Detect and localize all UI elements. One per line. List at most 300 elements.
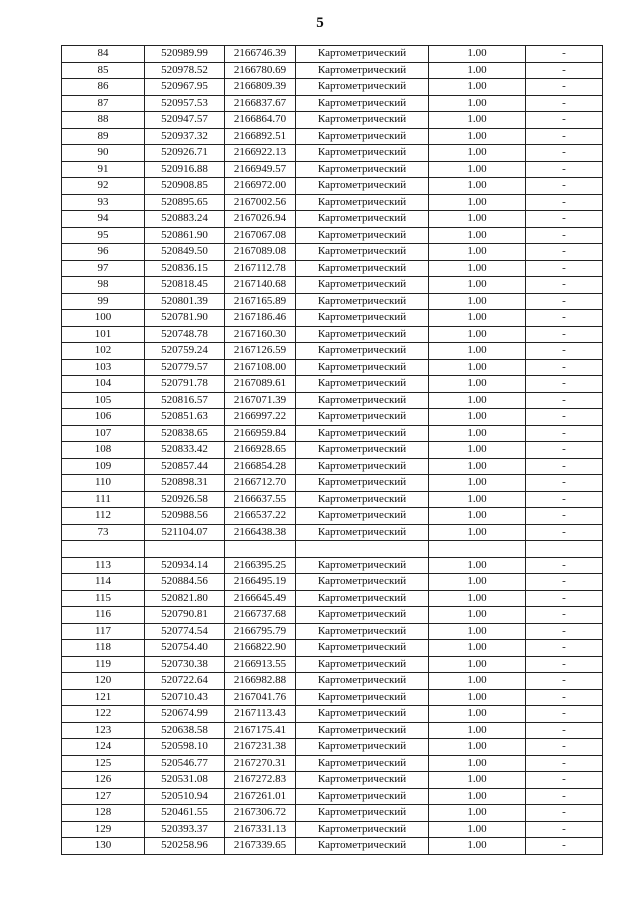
accuracy-cell: 1.00 xyxy=(429,178,526,195)
note-cell: - xyxy=(526,656,603,673)
accuracy-cell: 1.00 xyxy=(429,194,526,211)
accuracy-cell: 1.00 xyxy=(429,376,526,393)
method-cell: Картометрический xyxy=(296,821,429,838)
accuracy-cell: 1.00 xyxy=(429,95,526,112)
accuracy-cell: 1.00 xyxy=(429,788,526,805)
y-coordinate-cell: 2166746.39 xyxy=(225,46,296,63)
method-cell: Картометрический xyxy=(296,788,429,805)
method-cell: Картометрический xyxy=(296,392,429,409)
accuracy-cell: 1.00 xyxy=(429,62,526,79)
method-cell: Картометрический xyxy=(296,805,429,822)
accuracy-cell: 1.00 xyxy=(429,590,526,607)
accuracy-cell: 1.00 xyxy=(429,359,526,376)
x-coordinate-cell: 520898.31 xyxy=(145,475,225,492)
y-coordinate-cell: 2167113.43 xyxy=(225,706,296,723)
accuracy-cell: 1.00 xyxy=(429,260,526,277)
point-number-cell: 87 xyxy=(62,95,145,112)
y-coordinate-cell: 2167108.00 xyxy=(225,359,296,376)
table-row xyxy=(62,343,603,360)
table-row xyxy=(62,442,603,459)
x-coordinate-cell: 520851.63 xyxy=(145,409,225,426)
point-number-cell: 111 xyxy=(62,491,145,508)
y-coordinate-cell: 2166949.57 xyxy=(225,161,296,178)
x-coordinate-cell: 520926.58 xyxy=(145,491,225,508)
table-row xyxy=(62,574,603,591)
table-row xyxy=(62,227,603,244)
y-coordinate-cell: 2167272.83 xyxy=(225,772,296,789)
point-number-cell: 114 xyxy=(62,574,145,591)
point-number-cell: 129 xyxy=(62,821,145,838)
note-cell: - xyxy=(526,838,603,855)
table-row xyxy=(62,739,603,756)
y-coordinate-cell: 2167089.61 xyxy=(225,376,296,393)
y-coordinate-cell: 2166959.84 xyxy=(225,425,296,442)
note-cell: - xyxy=(526,62,603,79)
y-coordinate-cell: 2166913.55 xyxy=(225,656,296,673)
table-row xyxy=(62,821,603,838)
table-row xyxy=(62,689,603,706)
x-coordinate-cell: 520546.77 xyxy=(145,755,225,772)
x-coordinate-cell: 520801.39 xyxy=(145,293,225,310)
point-number-cell: 108 xyxy=(62,442,145,459)
accuracy-cell: 1.00 xyxy=(429,623,526,640)
x-coordinate-cell: 520638.58 xyxy=(145,722,225,739)
accuracy-cell: 1.00 xyxy=(429,409,526,426)
method-cell: Картометрический xyxy=(296,376,429,393)
accuracy-cell: 1.00 xyxy=(429,508,526,525)
method-cell: Картометрический xyxy=(296,640,429,657)
y-coordinate-cell: 2167002.56 xyxy=(225,194,296,211)
x-coordinate-cell: 520816.57 xyxy=(145,392,225,409)
y-coordinate-cell: 2166438.38 xyxy=(225,524,296,541)
point-number-cell: 125 xyxy=(62,755,145,772)
table-row xyxy=(62,425,603,442)
table-row xyxy=(62,541,603,558)
y-coordinate-cell: 2166822.90 xyxy=(225,640,296,657)
method-cell: Картометрический xyxy=(296,557,429,574)
accuracy-cell: 1.00 xyxy=(429,227,526,244)
method-cell: Картометрический xyxy=(296,574,429,591)
note-cell: - xyxy=(526,706,603,723)
x-coordinate-cell: 520833.42 xyxy=(145,442,225,459)
note-cell: - xyxy=(526,128,603,145)
accuracy-cell: 1.00 xyxy=(429,112,526,129)
point-number-cell: 118 xyxy=(62,640,145,657)
point-number-cell: 122 xyxy=(62,706,145,723)
x-coordinate-cell: 520722.64 xyxy=(145,673,225,690)
table-row xyxy=(62,145,603,162)
table-row xyxy=(62,277,603,294)
note-cell: - xyxy=(526,178,603,195)
accuracy-cell: 1.00 xyxy=(429,491,526,508)
method-cell: Картометрический xyxy=(296,673,429,690)
note-cell: - xyxy=(526,739,603,756)
y-coordinate-cell: 2167331.13 xyxy=(225,821,296,838)
table-row xyxy=(62,508,603,525)
x-coordinate-cell: 520598.10 xyxy=(145,739,225,756)
page-number: 5 xyxy=(316,15,324,31)
y-coordinate-cell: 2167089.08 xyxy=(225,244,296,261)
table-row xyxy=(62,524,603,541)
point-number-cell: 123 xyxy=(62,722,145,739)
note-cell: - xyxy=(526,722,603,739)
accuracy-cell xyxy=(429,541,526,558)
note-cell: - xyxy=(526,491,603,508)
y-coordinate-cell: 2167140.68 xyxy=(225,277,296,294)
table-row xyxy=(62,722,603,739)
point-number-cell: 100 xyxy=(62,310,145,327)
note-cell: - xyxy=(526,772,603,789)
x-coordinate-cell: 520759.24 xyxy=(145,343,225,360)
table-row xyxy=(62,161,603,178)
note-cell: - xyxy=(526,524,603,541)
note-cell: - xyxy=(526,310,603,327)
coordinates-table-body xyxy=(62,46,603,855)
table-row xyxy=(62,788,603,805)
accuracy-cell: 1.00 xyxy=(429,145,526,162)
accuracy-cell: 1.00 xyxy=(429,211,526,228)
method-cell: Картометрический xyxy=(296,227,429,244)
accuracy-cell: 1.00 xyxy=(429,772,526,789)
point-number-cell: 113 xyxy=(62,557,145,574)
method-cell: Картометрический xyxy=(296,359,429,376)
accuracy-cell: 1.00 xyxy=(429,524,526,541)
point-number-cell: 107 xyxy=(62,425,145,442)
note-cell: - xyxy=(526,343,603,360)
note-cell: - xyxy=(526,112,603,129)
accuracy-cell: 1.00 xyxy=(429,838,526,855)
table-row xyxy=(62,194,603,211)
x-coordinate-cell: 520861.90 xyxy=(145,227,225,244)
y-coordinate-cell: 2166737.68 xyxy=(225,607,296,624)
method-cell: Картометрический xyxy=(296,277,429,294)
method-cell: Картометрический xyxy=(296,706,429,723)
method-cell: Картометрический xyxy=(296,838,429,855)
table-row xyxy=(62,623,603,640)
y-coordinate-cell: 2167306.72 xyxy=(225,805,296,822)
note-cell: - xyxy=(526,244,603,261)
method-cell: Картометрический xyxy=(296,145,429,162)
x-coordinate-cell: 520849.50 xyxy=(145,244,225,261)
accuracy-cell: 1.00 xyxy=(429,326,526,343)
method-cell: Картометрический xyxy=(296,310,429,327)
table-row xyxy=(62,656,603,673)
point-number-cell: 103 xyxy=(62,359,145,376)
y-coordinate-cell: 2166537.22 xyxy=(225,508,296,525)
note-cell: - xyxy=(526,326,603,343)
point-number-cell: 126 xyxy=(62,772,145,789)
point-number-cell: 115 xyxy=(62,590,145,607)
method-cell: Картометрический xyxy=(296,590,429,607)
x-coordinate-cell: 520988.56 xyxy=(145,508,225,525)
method-cell: Картометрический xyxy=(296,772,429,789)
x-coordinate-cell: 520989.99 xyxy=(145,46,225,63)
method-cell: Картометрический xyxy=(296,62,429,79)
table-row xyxy=(62,376,603,393)
y-coordinate-cell: 2167231.38 xyxy=(225,739,296,756)
y-coordinate-cell: 2166795.79 xyxy=(225,623,296,640)
x-coordinate-cell: 520790.81 xyxy=(145,607,225,624)
accuracy-cell: 1.00 xyxy=(429,739,526,756)
point-number-cell: 99 xyxy=(62,293,145,310)
note-cell: - xyxy=(526,425,603,442)
point-number-cell: 121 xyxy=(62,689,145,706)
x-coordinate-cell: 520748.78 xyxy=(145,326,225,343)
y-coordinate-cell: 2166712.70 xyxy=(225,475,296,492)
point-number-cell: 73 xyxy=(62,524,145,541)
x-coordinate-cell: 520937.32 xyxy=(145,128,225,145)
method-cell: Картометрический xyxy=(296,95,429,112)
point-number-cell: 96 xyxy=(62,244,145,261)
accuracy-cell: 1.00 xyxy=(429,392,526,409)
method-cell: Картометрический xyxy=(296,244,429,261)
method-cell: Картометрический xyxy=(296,623,429,640)
x-coordinate-cell: 520730.38 xyxy=(145,656,225,673)
y-coordinate-cell: 2166645.49 xyxy=(225,590,296,607)
accuracy-cell: 1.00 xyxy=(429,46,526,63)
point-number-cell: 92 xyxy=(62,178,145,195)
x-coordinate-cell: 520258.96 xyxy=(145,838,225,855)
table-row xyxy=(62,79,603,96)
table-row xyxy=(62,359,603,376)
note-cell: - xyxy=(526,95,603,112)
x-coordinate-cell: 520895.65 xyxy=(145,194,225,211)
y-coordinate-cell: 2166837.67 xyxy=(225,95,296,112)
y-coordinate-cell: 2166495.19 xyxy=(225,574,296,591)
y-coordinate-cell: 2166892.51 xyxy=(225,128,296,145)
accuracy-cell: 1.00 xyxy=(429,821,526,838)
table-row xyxy=(62,112,603,129)
note-cell: - xyxy=(526,277,603,294)
method-cell: Картометрический xyxy=(296,194,429,211)
point-number-cell: 97 xyxy=(62,260,145,277)
table-row xyxy=(62,607,603,624)
method-cell: Картометрический xyxy=(296,211,429,228)
accuracy-cell: 1.00 xyxy=(429,310,526,327)
y-coordinate-cell: 2167071.39 xyxy=(225,392,296,409)
note-cell: - xyxy=(526,755,603,772)
method-cell: Картометрический xyxy=(296,689,429,706)
table-row xyxy=(62,458,603,475)
method-cell: Картометрический xyxy=(296,739,429,756)
point-number-cell: 106 xyxy=(62,409,145,426)
method-cell: Картометрический xyxy=(296,442,429,459)
method-cell: Картометрический xyxy=(296,178,429,195)
note-cell: - xyxy=(526,442,603,459)
method-cell: Картометрический xyxy=(296,128,429,145)
method-cell: Картометрический xyxy=(296,112,429,129)
point-number-cell: 110 xyxy=(62,475,145,492)
y-coordinate-cell xyxy=(225,541,296,558)
note-cell: - xyxy=(526,211,603,228)
y-coordinate-cell: 2166637.55 xyxy=(225,491,296,508)
x-coordinate-cell: 520821.80 xyxy=(145,590,225,607)
table-row xyxy=(62,62,603,79)
y-coordinate-cell: 2166997.22 xyxy=(225,409,296,426)
y-coordinate-cell: 2167261.01 xyxy=(225,788,296,805)
method-cell: Картометрический xyxy=(296,508,429,525)
accuracy-cell: 1.00 xyxy=(429,277,526,294)
y-coordinate-cell: 2167165.89 xyxy=(225,293,296,310)
note-cell: - xyxy=(526,79,603,96)
table-row xyxy=(62,409,603,426)
y-coordinate-cell: 2167175.41 xyxy=(225,722,296,739)
table-row xyxy=(62,95,603,112)
note-cell: - xyxy=(526,673,603,690)
x-coordinate-cell: 520836.15 xyxy=(145,260,225,277)
y-coordinate-cell: 2167339.65 xyxy=(225,838,296,855)
accuracy-cell: 1.00 xyxy=(429,689,526,706)
coordinates-table xyxy=(61,45,603,855)
note-cell: - xyxy=(526,227,603,244)
x-coordinate-cell: 520774.54 xyxy=(145,623,225,640)
x-coordinate-cell: 520781.90 xyxy=(145,310,225,327)
x-coordinate-cell: 520393.37 xyxy=(145,821,225,838)
x-coordinate-cell: 521104.07 xyxy=(145,524,225,541)
point-number-cell: 85 xyxy=(62,62,145,79)
accuracy-cell: 1.00 xyxy=(429,607,526,624)
accuracy-cell: 1.00 xyxy=(429,640,526,657)
accuracy-cell: 1.00 xyxy=(429,128,526,145)
point-number-cell: 116 xyxy=(62,607,145,624)
point-number-cell: 93 xyxy=(62,194,145,211)
note-cell: - xyxy=(526,161,603,178)
point-number-cell: 94 xyxy=(62,211,145,228)
accuracy-cell: 1.00 xyxy=(429,161,526,178)
table-row xyxy=(62,244,603,261)
accuracy-cell: 1.00 xyxy=(429,442,526,459)
method-cell: Картометрический xyxy=(296,260,429,277)
y-coordinate-cell: 2167270.31 xyxy=(225,755,296,772)
y-coordinate-cell: 2166395.25 xyxy=(225,557,296,574)
note-cell: - xyxy=(526,689,603,706)
y-coordinate-cell: 2166780.69 xyxy=(225,62,296,79)
note-cell: - xyxy=(526,194,603,211)
x-coordinate-cell: 520791.78 xyxy=(145,376,225,393)
y-coordinate-cell: 2166809.39 xyxy=(225,79,296,96)
x-coordinate-cell: 520978.52 xyxy=(145,62,225,79)
table-row xyxy=(62,392,603,409)
y-coordinate-cell: 2167112.78 xyxy=(225,260,296,277)
y-coordinate-cell: 2166972.00 xyxy=(225,178,296,195)
method-cell: Картометрический xyxy=(296,607,429,624)
table-row xyxy=(62,475,603,492)
y-coordinate-cell: 2167067.08 xyxy=(225,227,296,244)
accuracy-cell: 1.00 xyxy=(429,656,526,673)
method-cell: Картометрический xyxy=(296,293,429,310)
method-cell: Картометрический xyxy=(296,524,429,541)
x-coordinate-cell: 520884.56 xyxy=(145,574,225,591)
table-row xyxy=(62,557,603,574)
accuracy-cell: 1.00 xyxy=(429,557,526,574)
point-number-cell: 86 xyxy=(62,79,145,96)
accuracy-cell: 1.00 xyxy=(429,574,526,591)
x-coordinate-cell: 520916.88 xyxy=(145,161,225,178)
note-cell: - xyxy=(526,260,603,277)
x-coordinate-cell: 520934.14 xyxy=(145,557,225,574)
x-coordinate-cell: 520754.40 xyxy=(145,640,225,657)
y-coordinate-cell: 2166922.13 xyxy=(225,145,296,162)
method-cell: Картометрический xyxy=(296,755,429,772)
method-cell: Картометрический xyxy=(296,79,429,96)
table-row xyxy=(62,805,603,822)
x-coordinate-cell xyxy=(145,541,225,558)
note-cell: - xyxy=(526,475,603,492)
y-coordinate-cell: 2167026.94 xyxy=(225,211,296,228)
note-cell xyxy=(526,541,603,558)
x-coordinate-cell: 520926.71 xyxy=(145,145,225,162)
note-cell: - xyxy=(526,392,603,409)
x-coordinate-cell: 520531.08 xyxy=(145,772,225,789)
table-row xyxy=(62,755,603,772)
accuracy-cell: 1.00 xyxy=(429,343,526,360)
note-cell: - xyxy=(526,145,603,162)
x-coordinate-cell: 520818.45 xyxy=(145,277,225,294)
y-coordinate-cell: 2166864.70 xyxy=(225,112,296,129)
note-cell: - xyxy=(526,293,603,310)
accuracy-cell: 1.00 xyxy=(429,805,526,822)
note-cell: - xyxy=(526,376,603,393)
table-row xyxy=(62,211,603,228)
point-number-cell: 95 xyxy=(62,227,145,244)
point-number-cell: 102 xyxy=(62,343,145,360)
table-row xyxy=(62,673,603,690)
point-number-cell: 109 xyxy=(62,458,145,475)
y-coordinate-cell: 2167126.59 xyxy=(225,343,296,360)
accuracy-cell: 1.00 xyxy=(429,722,526,739)
note-cell: - xyxy=(526,623,603,640)
method-cell: Картометрический xyxy=(296,409,429,426)
method-cell: Картометрический xyxy=(296,46,429,63)
method-cell: Картометрический xyxy=(296,722,429,739)
x-coordinate-cell: 520947.57 xyxy=(145,112,225,129)
x-coordinate-cell: 520967.95 xyxy=(145,79,225,96)
note-cell: - xyxy=(526,46,603,63)
accuracy-cell: 1.00 xyxy=(429,458,526,475)
x-coordinate-cell: 520461.55 xyxy=(145,805,225,822)
x-coordinate-cell: 520710.43 xyxy=(145,689,225,706)
method-cell xyxy=(296,541,429,558)
method-cell: Картометрический xyxy=(296,491,429,508)
point-number-cell xyxy=(62,541,145,558)
y-coordinate-cell: 2167186.46 xyxy=(225,310,296,327)
point-number-cell: 105 xyxy=(62,392,145,409)
point-number-cell: 124 xyxy=(62,739,145,756)
note-cell: - xyxy=(526,557,603,574)
point-number-cell: 104 xyxy=(62,376,145,393)
note-cell: - xyxy=(526,590,603,607)
point-number-cell: 117 xyxy=(62,623,145,640)
method-cell: Картометрический xyxy=(296,326,429,343)
point-number-cell: 89 xyxy=(62,128,145,145)
y-coordinate-cell: 2166982.88 xyxy=(225,673,296,690)
x-coordinate-cell: 520908.85 xyxy=(145,178,225,195)
table-row xyxy=(62,46,603,63)
point-number-cell: 112 xyxy=(62,508,145,525)
note-cell: - xyxy=(526,458,603,475)
note-cell: - xyxy=(526,805,603,822)
table-row xyxy=(62,326,603,343)
note-cell: - xyxy=(526,821,603,838)
point-number-cell: 101 xyxy=(62,326,145,343)
table-row xyxy=(62,772,603,789)
note-cell: - xyxy=(526,359,603,376)
y-coordinate-cell: 2167041.76 xyxy=(225,689,296,706)
point-number-cell: 88 xyxy=(62,112,145,129)
method-cell: Картометрический xyxy=(296,343,429,360)
note-cell: - xyxy=(526,640,603,657)
x-coordinate-cell: 520779.57 xyxy=(145,359,225,376)
